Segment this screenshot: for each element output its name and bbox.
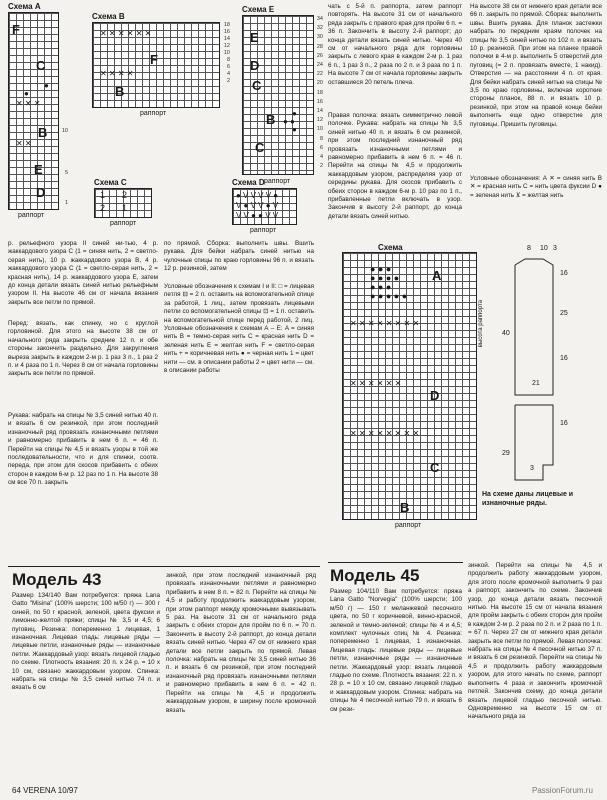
chart-b-rows: 18 16 14 12 10 8 6 4 2 — [223, 22, 230, 84]
model-43-heading: Модель 43 — [12, 570, 102, 589]
model-42-front: Перед: вязать, как спинку, но с круглой горловиной. Для этого на высоте 38 см от начального ряда закрыть средние 12 п. и обе стороны закончить раздельно. Для закругления выреза закрыть в каждом 2-м р. 1 раз 3 п., 1 раз 2 п. и 4 раза по 1 п. Через 8 см от начала горловины закрыть все петли по прямой. — [8, 320, 158, 378]
sweater-schematic — [495, 255, 605, 485]
chart-b-raport: раппорт — [140, 110, 167, 117]
schematic-top-3: 3 — [553, 245, 557, 252]
schematic-right-3: 16 — [560, 355, 568, 362]
schematic-low-right: 16 — [560, 420, 568, 427]
chart-e-letter: C — [255, 140, 265, 155]
chart-a-letter: D — [36, 185, 46, 200]
chart-a-letter: B — [38, 125, 48, 140]
chart-a-raport: раппорт — [18, 212, 45, 219]
schematic-left: 40 — [502, 330, 510, 337]
main-chart-title: Схема — [378, 243, 403, 252]
model-43-intro: Размер 134/140 Вам потребуется: пряжа Lana Gatto "Misina" (100% шерсти; 100 м/50 г) — 300 г синей, по 50 г красной, зеленой, цвета фуксии и лимонно-желтой пряжи; спицы № 3,5 и 4,5; 6 пуговиц. Резинка: попеременно 1 лицевая, 1 изнаночная. Лицевая гладь: лицевые ряды — лицевые петли, изнаночные ряды — изнаночные петли. Жаккардовый узор: вязать лицевой гладью по схеме. Плотность вязания: 20 п. х 24 р. = 10 х 10 см, связано жаккардовым узором. Спинка: набрать на спицы № 3,5 синей нитью 74 п. и вязать 6 см — [12, 592, 160, 692]
model-42-text-1: р. рельефного узора II синей ни-тью, 4 р. жаккардового узора С (1 = синяя нить, 2 = светло-серая нить), 10 р. жаккардового узора В, 4 р. жаккардового узора С (1 = светло-серая нить, 2 = красная нить), 14 р. жаккардового узора Е, затем до конца детали вязать синей нитью рельефным узором II. На высоте 46 см от начала вязания закрыть все петли по прямой. — [8, 240, 158, 306]
model-43-assembly: На высоте 38 см от нижнего края детали все 66 п. закрыть по прямой. Сборка: выполнить швы. Вшить рукава. Для планок застежки набрать по передним краям полочек на спицы № 3,5 синей нитью по 102 п. и вязать 10 р. резинкой. При этом на планке правой полочки в 4-м р. выполнить 5 отверстий для пуговиц (= 2 п. провязать вместе, 1 накид). Отверстия — на расстоянии 4 п. от края. Для бейки набрать синей нитью на спицы № 3,5 по краю горловины, включая короткие стороны планок, 88 п. и вязать 10 р. резинкой, при этом на правой конце бейки выполнить еще одно отверстие для пуговицы. Пришить пуговицы. — [470, 3, 602, 128]
chart-b-letter: B — [115, 84, 125, 99]
main-chart-letter: A — [432, 268, 442, 283]
chart-a-row: 5 — [64, 170, 68, 176]
chart-c-mark: 1 — [122, 203, 128, 213]
schematic-right-2: 25 — [560, 310, 568, 317]
chart-e-rows: 34 32 30 28 26 24 22 20 18 16 14 12 10 8 6 4 2 — [316, 16, 323, 170]
schematic-note: На схеме даны лицевые и изнаночные ряды. — [482, 491, 574, 507]
chart-c-mark: 2 — [100, 203, 106, 213]
chart-e-letter: D — [250, 58, 260, 73]
chart-e-letter: B — [266, 112, 276, 127]
chart-a-letter: C — [36, 58, 46, 73]
chart-e-letter: C — [252, 78, 262, 93]
chart-a-letter: F — [12, 22, 20, 37]
page-footer: 64 VERENA 10/97 — [12, 786, 78, 795]
chart-a-letter: E — [34, 162, 43, 177]
chart-c-raport: раппорт — [110, 220, 137, 227]
chart-e-raport: раппорт — [264, 178, 291, 185]
chart-b-letter: F — [150, 52, 158, 67]
chart-c-title: Схема С — [94, 178, 127, 187]
model-42-legend: Условные обозначения к схемам I и II: □ = лицевая петля ⊟ = 2 п. оставить на вспомогательной спице за работой, 1 лиц., затем провязать лицевыми петли со вспомогательной спицы ⊡ = 1 п. оставить на вспомогательной спице перед работой, 2 лиц. Условные обозначения к схемам А – Е: A = синяя нить B = темно-серая нить C = красная нить D = зеленая нить E = желтая нить F = светло-серая нить + = коричневая нить ● = черная нить 1 = цвет нити — см. в описании работы 2 = цвет нити — см. в описании работы — [164, 283, 314, 375]
schematic-top-2: 10 — [540, 245, 548, 252]
main-chart-letter: C — [430, 460, 440, 475]
schematic-right-1: 16 — [560, 270, 568, 277]
model-45-heading: Модель 45 — [330, 566, 420, 585]
chart-a-row: 1 — [64, 200, 68, 206]
main-chart-letter: D — [430, 388, 440, 403]
model-42-assembly: по прямой. Сборка: выполнить швы. Вшить рукава. Для бейки набрать синей нитью на чулочные спицы по краю горловины 96 п. и вязать 12 р. резинкой, затем — [164, 240, 314, 273]
chart-c-mark: 1 — [100, 190, 106, 200]
chart-e-letter: E — [250, 30, 259, 45]
chart-a-grid — [8, 12, 59, 210]
chart-c-mark: 2 — [122, 190, 128, 200]
chart-d-raport: раппорт — [250, 227, 277, 234]
model-43-left-front-start: зинкой, при этом последний изнаночный ряд провязать изнаночными петлями и равномерно прибавить в нем 8 п. = 82 п. Перейти на спицы № 4,5 и работу продолжить жаккардовым узором, при этом раппорт между кромочными вывязывать 5 раз. На высоте 31 см от начального ряда закрыть с обеих сторон для пройм по 6 п. = 70 п. Закончить в высоту 2-й раппорт, до конца детали вязать синей нитью. Через 47 см от нижнего края детали все петли закрыть по прямой. Левая полочка: набрать на спицы № 3,5 синей нитью 36 п. и вязать 6 см резинкой, при этом последний изнаночный ряд провязать изнаночными петлями и равномерно прибавить в нем 6 п. = 42 п. Перейти на спицы № 4,5 и продолжить жаккардовым узором, в ширину после кромочной вязать — [166, 572, 316, 714]
chart-e-title: Схема Е — [242, 5, 275, 14]
model-42-sleeves: Рукава: набрать на спицы № 3,5 синей нитью 40 п. и вязать 6 см резинкой, при этом последний изнаночный ряд провязать изнаночными петлями и равномерно прибавить в нем 6 п. = 46 п. Перейти на спицы № 4,5 и вязать узоры в той же последовательности, что и для спинки, соотв. переда, при этом для скосов прибавить с обеих сторон в каждом 6-м р. 12 раз по 1 п. На высоте 38 см все 70 п. закрыть — [8, 412, 158, 487]
model-45-intro: Размер 104/110 Вам потребуется: пряжа Lana Gatto "Norvegia" (100% шерсти; 100 м/50 г) — 150 г меланжевой песочного цвета, по 50 г коричневой, винно-красной, зеленой и темно-зеленой; спицы № 4 и 4,5; комплект чулочных спиц № 4. Резинка: попеременно 1 лицевая, 1 изнаночная. Лицевая гладь: лицевые ряды — лицевые петли, изнаночные ряды — изнаночные петли. Жаккардовый узор: вязать лицевой гладью по схеме. Плотность вязания: 22 п. х 28 р. = 10 х 10 см, связано лицевой гладью и жаккардовым узором. Спинка: набрать на спицы № 4 песочной нитью 79 п. и вязать 6 см рези- — [330, 588, 462, 713]
schematic-low-left: 29 — [502, 450, 510, 457]
watermark: PassionForum.ru — [532, 786, 593, 795]
schematic-low-mid: 3 — [530, 465, 534, 472]
model-43-legend: Условные обозначения: А ✕ = синяя нить В ✕ = красная нить С = нить цвета фуксии D ● = зеленая нить ⊻ = желтая нить — [470, 175, 602, 199]
schematic-top-1: 8 — [527, 245, 531, 252]
chart-a-row: 10 — [61, 128, 68, 134]
chart-a-title: Схема А — [8, 2, 41, 11]
main-chart-letter: B — [400, 500, 410, 515]
model-43-right-front: Правая полочка: вязать симметрично левой полочке. Рукава: набрать на спицы № 3,5 синей нитью 40 п. и вязать 6 см резинкой, при этом последний изнаночный ряд провязать изнаночными петлями и равномерно прибавить в нем 6 п. = 46 п. Перейти на спицы № 4,5 и продолжить жаккардовым узором, распределяя узор от середины рукава. Для скосов прибавить с обеих сторон в каждом 6-м р. 10 раз по 1 п., прибавленные петли включать в узор. Закончив в высоту 2-й раппорт, до конца детали вязать синей нитью. — [328, 112, 462, 220]
main-chart-side: высота раппорта — [478, 300, 484, 348]
model-45-back: зинкой. Перейти на спицы № 4,5 и продолжить работу жаккардовым узором, для этого после кромочной выполнить 9 раз a раппорт, закончить по схеме. Закончив узор, до конца детали вязать песочной нитью. На высоте 15 см от начала вязания для пройм закрыть с обеих сторон для пройм в каждом 2-м р. 2 раза по 2 п. и 2 раза по 1 п. = 67 п. Через 27 см от нижнего края детали закрыть все петли по прямой. Левая полочка: набрать на спицы № 4 песочной нитью 37 п. и вязать 6 см резинкой. Перейти на спицы № 4,5 и продолжить работу жаккардовым узором, для этого начать по схеме, раппорт выполнить 4 раза и закончить кромочной петлей. Закончив схему, до конца детали вязать лицевой гладью песочной нитью. Одновременно на высоте 15 см от начального ряда за — [468, 562, 602, 721]
model-43-left-front: чать с 5-й п. раппорта, затем раппорт повторять. На высоте 31 см от начального ряда закрыть с правого края для пройм 6 п. = 36 п. Закончить в высоту 2-й раппорт; до конца детали вязать синей нитью. Через 40 см от начального ряда для горловины закрыть с левого края в каждом 2-м р. 1 раз 6 п., 1 раз 3 п., 2 раза по 2 п. и 3 раза по 1 п. На высоте 7 см от начала горловины закрыть оставшиеся 20 петель плеча. — [328, 3, 462, 86]
schematic-bottom: 21 — [532, 380, 540, 387]
main-chart-raport: раппорт — [395, 522, 422, 529]
chart-d-title: Схема D — [232, 178, 265, 187]
chart-b-title: Схема В — [92, 12, 125, 21]
